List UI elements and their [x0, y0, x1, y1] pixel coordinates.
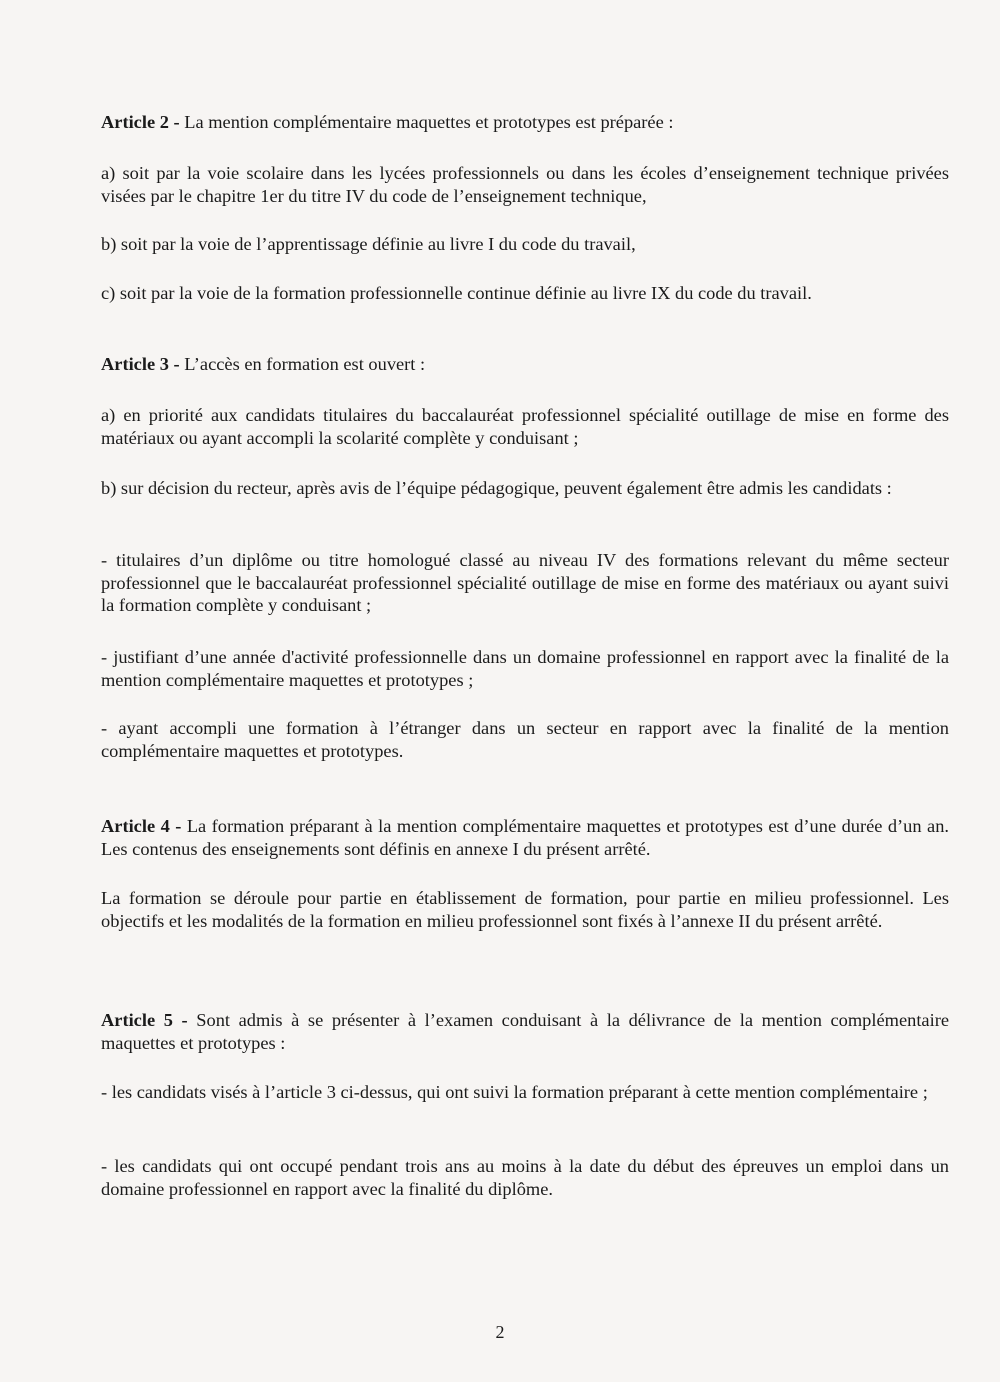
- article-4-heading: Article 4 -: [101, 816, 182, 836]
- article-3-item-a: a) en priorité aux candidats titulaires du baccalauréat professionnel spécialité outillage de mise en forme des matériaux ou ayant accompli la scolarité complète y conduisant ;: [101, 405, 949, 448]
- article-4-paragraph-1-text: La formation préparant à la mention complémentaire maquettes et prototypes est d’une durée d’un an. Les contenus des enseignements sont définis en annexe I du présent arrêté.: [101, 816, 949, 859]
- article-4-paragraph-2: La formation se déroule pour partie en établissement de formation, pour partie en milieu professionnel. Les objectifs et les modalités de la formation en milieu professionnel sont fixés à l’annexe II du présent arrêté.: [101, 888, 949, 931]
- article-3-item-b: b) sur décision du recteur, après avis de l’équipe pédagogique, peuvent également être admis les candidats :: [101, 478, 892, 498]
- article-2-item-c: c) soit par la voie de la formation professionnelle continue définie au livre IX du code du travail.: [101, 283, 812, 303]
- article-2-item-a: a) soit par la voie scolaire dans les lycées professionnels ou dans les écoles d’enseignement technique privées visées par le chapitre 1er du titre IV du code de l’enseignement technique,: [101, 163, 949, 206]
- article-3-intro: [101, 353, 949, 376]
- article-3-intro-text: L’accès en formation est ouvert :: [184, 354, 426, 374]
- article-4-paragraph-1: [101, 815, 949, 860]
- article-5-dash-2: - les candidats qui ont occupé pendant trois ans au moins à la date du début des épreuves un emploi dans un domaine professionnel en rapport avec la finalité du diplôme.: [101, 1156, 949, 1199]
- article-3-heading: Article 3 -: [101, 354, 180, 374]
- article-2-heading: Article 2 -: [101, 112, 180, 132]
- article-3-dash-1: - titulaires d’un diplôme ou titre homologué classé au niveau IV des formations relevant du même secteur professionnel que le baccalauréat professionnel spécialité outillage de mise en forme des matériaux ou ayant suivi la formation complète y conduisant ;: [101, 550, 949, 615]
- page-number: 2: [495, 1322, 505, 1342]
- article-5-heading: Article 5 -: [101, 1010, 188, 1030]
- article-5-intro: [101, 1009, 949, 1054]
- article-2-item-b: b) soit par la voie de l’apprentissage définie au livre I du code du travail,: [101, 234, 636, 254]
- article-2-intro-text: La mention complémentaire maquettes et prototypes est préparée :: [184, 112, 674, 132]
- article-5-intro-text: Sont admis à se présenter à l’examen conduisant à la délivrance de la mention complémentaire maquettes et prototypes :: [101, 1010, 949, 1053]
- article-3-dash-2: - justifiant d’une année d'activité professionnelle dans un domaine professionnel en rapport avec la finalité de la mention complémentaire maquettes et prototypes ;: [101, 647, 949, 690]
- article-5-dash-1: - les candidats visés à l’article 3 ci-dessus, qui ont suivi la formation préparant à cette mention complémentaire ;: [101, 1082, 928, 1102]
- article-3-dash-3: - ayant accompli une formation à l’étranger dans un secteur en rapport avec la finalité de la mention complémentaire maquettes et prototypes.: [101, 718, 949, 761]
- article-2-intro: [101, 111, 949, 134]
